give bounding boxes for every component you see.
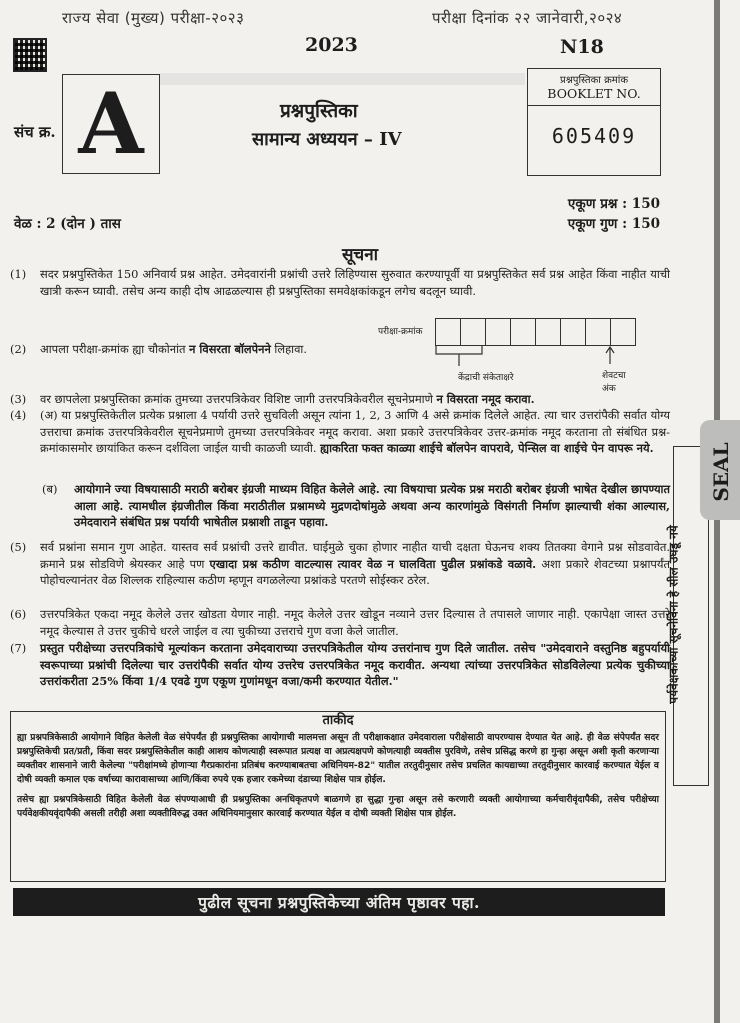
booklet-number: 605409 — [551, 124, 637, 148]
set-box — [62, 74, 160, 174]
instruction-text: उत्तरपत्रिकेत एकदा नमूद केलेले उत्तर खोडता येणार नाही. नमूद केलेले उत्तर खोडून नव्याने उत्तर दिल्यास ते तपासले जाणार नाही. एकापेक्षा जास्त उत्तरे नमूद केल्यास ते उत्तर चुकीचे धरले जाईल व त्या चुकीच्या उत्तराचे गुण वजा केले जातील. — [40, 607, 670, 638]
instruction-number: (7) — [10, 641, 27, 655]
roll-number-cells — [436, 318, 636, 346]
instruction-bold: न विसरता बॉलपेनने — [189, 342, 271, 356]
instruction-text — [40, 539, 670, 589]
instruction-2 — [10, 341, 370, 358]
roll-number-diagram — [374, 318, 642, 394]
instruction-number: (2) — [10, 342, 27, 356]
instruction-4 — [10, 407, 670, 457]
diagram-brackets — [434, 344, 634, 370]
instruction-text-part: आपला परीक्षा-क्रमांक ह्या चौकोनांत — [40, 342, 190, 356]
booklet-number-box — [527, 68, 661, 176]
diagram-label: परीक्षा-क्रमांक — [378, 327, 423, 337]
instruction-3 — [10, 391, 670, 408]
paper-code: N18 — [560, 36, 604, 58]
roll-cell — [510, 318, 536, 346]
total-marks: एकूण गुण : 150 — [567, 216, 660, 232]
instructions-heading: सूचना — [341, 245, 379, 265]
instruction-7 — [10, 640, 670, 690]
instruction-number: (6) — [10, 607, 27, 621]
instruction-text — [40, 391, 670, 408]
instruction-text: सदर प्रश्नपुस्तिकेत 150 अनिवार्य प्रश्न आहेत. उमेदवारांनी प्रश्नांची उत्तरे लिहिण्यास सुरुवात करण्यापूर्वी या प्रश्नपुस्तिकेत सर्व प्रश्न आहेत किंवा नाहीत याची खात्री करून घ्यावी. तसेच अन्य काही दोष आढळल्यास ही प्रश्नपुस्तिका समवेक्षकांकडून लगेच बदलून घ्यावी. — [40, 267, 670, 298]
instruction-number: (4) — [10, 408, 27, 422]
instruction-text-part: वर छापलेला प्रश्नपुस्तिका क्रमांक तुमच्या उत्तरपत्रिकेवर विशिष्ट जागी उत्तरपत्रिकेवरील सूचनेप्रमाणे — [40, 392, 437, 406]
diagram-last-digit: शेवटचा अंक — [602, 371, 626, 394]
handwritten-exam-name: राज्य सेवा (मुख्य) परीक्षा-२०२३ — [62, 9, 245, 27]
booklet-label-en: BOOKLET NO. — [528, 86, 660, 106]
roll-cell — [535, 318, 561, 346]
seal-label: SEAL — [709, 442, 733, 502]
seal-instruction-text: पर्यवेक्षकांच्या सूचनेविना हे सील उघडू नये — [666, 525, 681, 704]
warning-paragraph-1: ह्या प्रश्नपत्रिकेसाठी आयोगाने विहित केलेली वेळ संपेपर्यंत ही प्रश्नपुस्तिका आयोगाची मालमत्ता असून ती परीक्षाकक्षात उमेदवाराला परीक्षेसाठी वापरण्यास देण्यात येत आहे. ही वेळ संपेपर्यंत सदर प्रश्नपुस्तिकेची प्रत/प्रती, किंवा सदर प्रश्नपुस्तिकेतील काही आशय कोणत्याही स्वरूपात प्रत्यक्ष वा अप्रत्यक्षपणे कोणत्याही व्यक्तीस पुरविणे, तसेच प्रसिद्ध करणे हा गुन्हा असून अशी कृती करणाऱ्या व्यक्तीवर शासनाने जारी केलेल्या "परीक्षांमध्ये होणाऱ्या गैरप्रकारांना प्रतिबंध करण्याबाबतचा अधिनियम-82" यातील तरतुदीनुसार तसेच प्रचलित कायद्याच्या तरतुदीनुसार कारवाई करण्यात येईल व दोषी व्यक्ती कमाल एक वर्षाच्या कारावासाच्या आणि/किंवा रुपये एक हजार रकमेच्या दंडाच्या शिक्षेस पात्र होईल. — [17, 733, 659, 785]
instruction-text-tail: अशा प्रकारे शेवटच्या प्रश्नापर्यंत पोहोचल्यानंतर वेळ शिल्लक राहिल्यास कठीण म्हणून वगळलेल्या प्रश्नांकडे परतणे सोईस्कर ठरेल. — [40, 556, 670, 587]
instruction-text — [40, 407, 670, 457]
qr-code-icon — [13, 38, 47, 72]
roll-cell — [460, 318, 486, 346]
instruction-1 — [10, 266, 670, 299]
instruction-bold: एखादा प्रश्न कठीण वाटल्यास त्यावर वेळ न घालविता पुढील प्रश्नांकडे वळावे. — [209, 556, 537, 571]
roll-cell — [610, 318, 636, 346]
instruction-text-tail: लिहावा. — [270, 342, 307, 356]
instruction-bold: न विसरता नमूद करावा. — [436, 392, 535, 406]
handwritten-exam-date: परीक्षा दिनांक २२ जानेवारी,२०२४ — [432, 9, 623, 27]
instruction-text: आयोगाने ज्या विषयासाठी मराठी बरोबर इंग्रजी माध्यम विहित केलेले आहे. त्या विषयाचा प्रत्येक प्रश्न मराठी बरोबर इंग्रजी भाषेत देखील छापण्यात आला आहे. त्यामधील इंग्रजीतील किंवा मराठीतील प्रश्नामध्ये मुद्रणदोषांमुळे अथवा अन्य कारणांमुळे विसंगती निर्माण झाल्याची शंका आल्यास, उमेदवाराने संबंधित प्रश्न पर्यायी भाषेतील प्रश्नाशी ताडून पहावा. — [74, 482, 670, 529]
booklet-title: प्रश्नपुस्तिका — [280, 100, 358, 122]
instruction-number: (5) — [10, 540, 27, 554]
instruction-number: (1) — [10, 267, 27, 281]
instruction-text — [40, 341, 370, 358]
roll-cell — [560, 318, 586, 346]
instruction-text-part: (अ) या प्रश्नपुस्तिकेतील प्रत्येक प्रश्नाला 4 पर्यायी उत्तरे सुचविली असून त्यांना 1, 2, 3 आणि 4 असे क्रमांक दिलेले आहेत. त्या चार उत्तरांपैकी सर्वात योग्य उत्तराचा क्रमांक उत्तरपत्रिकेवरील सूचनेप्रमाणे तुमच्या उत्तरपत्रिकेवर नमूद करावा. अशा प्रकारे उत्तरपत्रिकेवर उत्तर-क्रमांक नमूद करताना तो संबंधित प्रश्न-क्रमांकासमोर छायांकित करून दर्शविला जाईल याची काळजी घ्यावी. — [40, 408, 670, 455]
instruction-number: (ब) — [42, 482, 58, 496]
instruction-number: (3) — [10, 392, 27, 406]
warning-box — [10, 711, 666, 882]
warning-paragraph-2: तसेच ह्या प्रश्नपत्रिकेसाठी विहित केलेली वेळ संपण्याआधी ही प्रश्नपुस्तिका अनधिकृतपणे बाळगणे हा सुद्धा गुन्हा असून तसे करणारी व्यक्ती आयोगाच्या कर्मचारीवृंदापैकी, तसेच परीक्षेच्या पर्यवेक्षकीयवृंदापैकी असली तरीही अशा व्यक्तीविरुद्ध उक्त अधिनियमानुसार कारवाई करण्यात येईल व दोषी व्यक्ती शिक्षेस पात्र होईल. — [17, 795, 659, 819]
exam-year: 2023 — [305, 34, 358, 56]
instruction-5 — [10, 539, 670, 589]
booklet-subject: सामान्य अध्ययन – IV — [252, 129, 402, 150]
booklet-label-mr: प्रश्नपुस्तिका क्रमांक — [560, 75, 628, 86]
instruction-4b — [10, 481, 670, 531]
instruction-text-part: सर्व प्रश्नांना समान गुण आहेत. यास्तव सर्व प्रश्नांची उत्तरे द्यावीत. घाईमुळे चुका होणार नाहीत याची दक्षता घेऊनच शक्य तितक्या वेगाने प्रश्न सोडवावेत. क्रमाने प्रश्न सोडविणे श्रेयस्कर आहे पण — [40, 540, 670, 571]
instruction-6 — [10, 606, 670, 639]
instruction-text: प्रस्तुत परीक्षेच्या उत्तरपत्रिकांचे मूल्यांकन करताना उमेदवाराच्या उत्तरपत्रिकेतील योग्य उत्तरांनाच गुण दिले जातील. तसेच "उमेदवाराने वस्तुनिष्ठ बहुपर्यायी स्वरूपाच्या प्रश्नांची दिलेल्या चार उत्तरांपैकी सर्वात योग्य उत्तरेच उत्तरपत्रिकेत नमूद करावीत. अन्यथा त्यांच्या उत्तरपत्रिकेत सोडविलेल्या प्रत्येक चुकीच्या उत्तरांकरीता 25% किंवा 1/4 एवढे गुण एकूण गुणांमधून वजा/कमी करण्यात येतील." — [40, 641, 670, 688]
warning-heading: ताकीद — [322, 713, 354, 728]
footer-banner: पुढील सूचना प्रश्नपुस्तिकेच्या अंतिम पृष्ठावर पहा. — [13, 888, 665, 916]
faded-stripe — [160, 73, 525, 85]
roll-cell — [485, 318, 511, 346]
set-label: संच क्र. — [14, 123, 56, 141]
total-questions: एकूण प्रश्न : 150 — [567, 196, 660, 212]
set-value: A — [78, 74, 144, 173]
roll-cell — [435, 318, 461, 346]
roll-cell — [585, 318, 611, 346]
diagram-centre-code: केंद्राची संकेताक्षरे — [458, 373, 514, 383]
instruction-bold: ह्याकरिता फक्त काळ्या शाईचे बॉलपेन वापरावे, पेन्सिल वा शाईचे पेन वापरू नये. — [320, 441, 654, 455]
time-allowed: वेळ : 2 (दोन ) तास — [14, 216, 121, 232]
